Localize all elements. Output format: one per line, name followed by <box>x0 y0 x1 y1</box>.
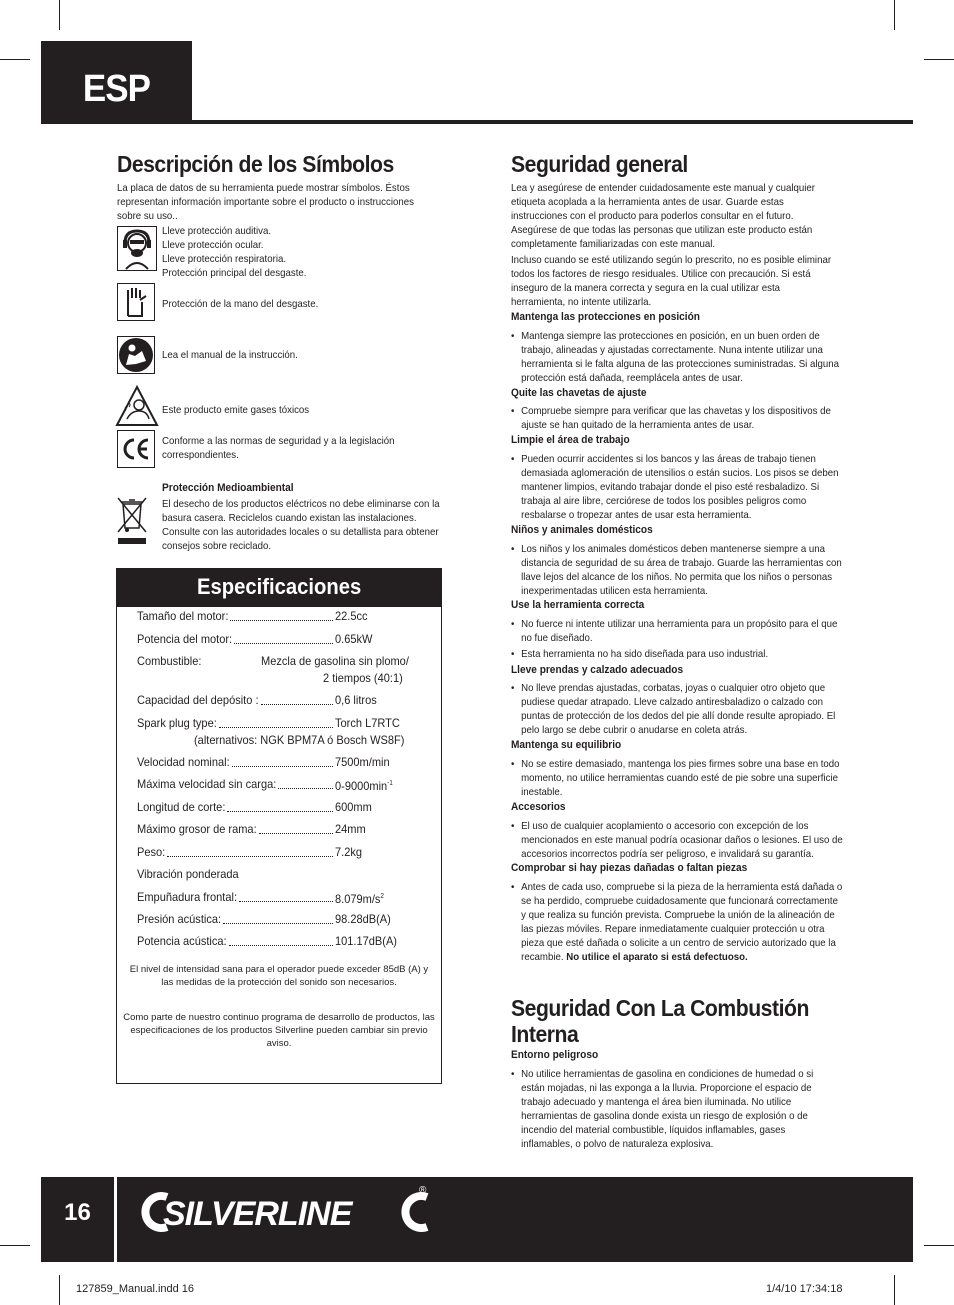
env-title: Protección Medioambiental <box>162 482 294 494</box>
header-rule <box>41 120 913 124</box>
noise-note: El nivel de intensidad sana para el operador puede exceder 85dB (A) y las medidas de la protección del sonido son necesarios. <box>129 964 429 988</box>
ppe-icon <box>117 226 157 271</box>
ce-line: Conforme a las normas de seguridad y a la legislación <box>162 435 395 447</box>
crop-mark <box>0 1245 30 1246</box>
spec-label: Velocidad nominal: <box>137 755 230 769</box>
crop-mark <box>894 0 895 30</box>
spec-value-text: 98.28dB(A) <box>335 912 391 926</box>
toxic-text: Este producto emite gases tóxicos <box>162 404 310 416</box>
ppe-line: Lleve protección respiratoria. <box>162 253 287 265</box>
dot-leader <box>229 933 333 946</box>
spec-value-superscript: 2 <box>380 893 385 900</box>
glove-text: Protección de la mano del desgaste. <box>162 298 319 310</box>
read-manual-icon <box>117 336 155 374</box>
keys-heading: Quite las chavetas de ajuste <box>511 387 647 399</box>
correct-tool-heading: Use la herramienta correcta <box>511 599 645 611</box>
ppe-text <box>162 224 401 280</box>
clothing-heading: Lleve prendas y calzado adecuados <box>511 664 684 676</box>
specifications-title: Especificaciones <box>197 574 362 599</box>
general-p2: Incluso cuando se esté utilizando según lo prescrito, no es posible eliminar todos los factores de riesgo residuales. Utilice con precaución. Si está inseguro de la manera correcta y segura en la cual utilizar esta herramienta, no intente utilizarla. <box>511 254 832 308</box>
spec-value-text: 24mm <box>335 822 366 836</box>
spec-value-text: Mezcla de gasolina sin plomo/ <box>261 654 409 668</box>
spec-label: Empuñadura frontal: <box>137 890 238 904</box>
spec-value-text: Torch L7RTC <box>335 716 400 730</box>
language-tab <box>41 41 192 122</box>
footer-bar <box>41 1177 913 1262</box>
guards-bullet: • Mantenga siempre las protecciones en posición, en un buen orden de trabajo, alineadas y ajustadas correctamente. Nuna intente utilizar una herramienta si le falta alguna de las protecciones suministradas. Si alguna protección está dañada, reemplácela antes de usar. <box>511 329 845 385</box>
spec-value-text: 0-9000min <box>335 779 388 793</box>
balance-bullet: • No se estire demasiado, mantenga los pies firmes sobre una base en todo momento, no utilice herramientas cuando esté de pie sobre una superficie inestable. <box>511 757 845 799</box>
symbols-title: Descripción de los Símbolos <box>117 151 394 177</box>
balance-heading: Mantenga su equilibrio <box>511 739 622 751</box>
page-number: 16 <box>64 1199 91 1226</box>
spec-label: Máximo grosor de rama: <box>137 822 257 836</box>
crop-mark <box>0 59 30 60</box>
accessories-heading: Accesorios <box>511 801 566 813</box>
spec-value <box>335 631 372 647</box>
crop-mark <box>59 1275 60 1305</box>
spec-value <box>335 799 372 815</box>
spec-value-text: 7500m/min <box>335 755 390 769</box>
dot-leader <box>239 889 333 902</box>
spec-value <box>335 889 384 907</box>
spec-label: Potencia del motor: <box>137 632 233 646</box>
glove-icon <box>117 283 155 321</box>
crop-mark <box>894 1275 895 1305</box>
spec-label: Spark plug type: <box>137 716 217 730</box>
spec-value-text: 0.65kW <box>335 632 373 646</box>
spec-label: Máxima velocidad sin carga: <box>137 777 277 791</box>
language-label: ESP <box>82 68 151 110</box>
ppe-line: Protección principal del desgaste. <box>162 267 307 279</box>
crop-mark <box>59 0 60 30</box>
industrial-bullet: • Esta herramienta no ha sido diseñada para uso industrial. <box>511 647 845 661</box>
dot-leader <box>259 821 333 834</box>
dot-leader <box>261 692 333 705</box>
dot-leader <box>219 715 333 728</box>
spec-label: Tamaño del motor: <box>137 609 229 623</box>
hazard-bullet: • No utilice herramientas de gasolina en condiciones de humedad o si están mojadas, ni las exponga a la lluvia. Proporcione el espacio de trabajo adecuado y mantenga el área bien iluminada. No utilice herramientas de gasolina donde exista un riesgo de explosión o de incendio del material combustible, líquidos inflamables, gases inflamables, o polvo de naturaleza explosiva. <box>511 1067 820 1151</box>
spec-value <box>335 933 397 949</box>
spec-label: Potencia acústica: <box>137 934 227 948</box>
spec-label: Vibración ponderada <box>137 867 239 881</box>
dot-leader <box>278 776 333 789</box>
defective-warning: No utilice el aparato si está defectuoso. <box>566 951 748 963</box>
footer-separator <box>114 1177 117 1262</box>
toxic-gas-icon <box>115 385 159 429</box>
spec-label: Capacidad del depósito : <box>137 693 259 707</box>
correct-tool-bullet: • No fuerce ni intente utilizar una herramienta para un propósito para el que no fue diseñado. <box>511 617 845 645</box>
spec-value-text: 8.079m/s <box>335 892 381 906</box>
spec-value-text: 101.17dB(A) <box>335 934 397 948</box>
spec-value-text: 600mm <box>335 800 372 814</box>
damaged-parts-bullet <box>511 880 845 964</box>
spec-value <box>335 821 366 837</box>
children-bullet: • Los niños y los animales domésticos deben mantenerse siempre a una distancia de seguridad de su área de trabajo. Guarde las herramientas con llave lejos del alcance de los niños. No permita que los niños o personas inexperimentadas utilicen esta herramienta. <box>511 542 845 598</box>
combustion-title-line: Interna <box>511 1021 579 1047</box>
symbols-intro: La placa de datos de su herramienta puede mostrar símbolos. Éstos representan información importante sobre el producto o instrucciones sobre su uso.. <box>117 182 414 222</box>
combustion-title-line: Seguridad Con La Combustión <box>511 995 809 1021</box>
silverline-logo <box>133 1189 433 1235</box>
guards-heading: Mantenga las protecciones en posición <box>511 311 700 323</box>
spec-value-superscript: -1 <box>387 780 393 787</box>
clothing-bullet: • No lleve prendas ajustadas, corbatas, joyas o cualquier otro objeto que pudiese quedar atrapado. Lleve calzado antiresbaladizo o calzado con puntas de protección de los dedos del pie allí donde resulte apropiado. El pelo largo se debe cubrir o anudarse en coleta atrás. <box>511 681 845 737</box>
weee-bin-icon <box>115 494 149 546</box>
spec-label: Longitud de corte: <box>137 800 226 814</box>
spec-value <box>335 608 368 624</box>
spec-value <box>335 844 362 860</box>
children-heading: Niños y animales domésticos <box>511 524 653 536</box>
spec-value <box>335 754 390 770</box>
general-safety-title: Seguridad general <box>511 151 688 177</box>
spec-value-text: 7.2kg <box>335 845 363 859</box>
ce-text <box>162 434 401 462</box>
spec-value <box>335 776 393 794</box>
spec-label: Peso: <box>137 845 166 859</box>
dot-leader <box>227 799 333 812</box>
dot-leader <box>234 631 333 644</box>
spec-value-text: 22.5cc <box>335 609 368 623</box>
general-p1: Lea y asegúrese de entender cuidadosamente este manual y cualquier etiqueta acoplada a la herramienta antes de usar. Guarde estas instrucciones con el producto para poderlos consultar en el futuro. Asegúrese de que todas las personas que utilizan este producto están completamente familiarizadas con este manual. <box>511 182 815 250</box>
registered-mark: ® <box>419 1185 427 1196</box>
manual-text: Lea el manual de la instrucción. <box>162 349 298 361</box>
ppe-line: Lleve protección auditiva. <box>162 225 272 237</box>
spec-value-continued: 2 tiempos (40:1) <box>323 671 403 685</box>
spec-value-text: 0,6 litros <box>335 693 377 707</box>
spec-label: Combustible: <box>137 654 202 668</box>
spec-value <box>261 653 409 669</box>
brand-wordmark: SILVERLINE <box>163 1195 352 1233</box>
env-text: El desecho de los productos eléctricos no debe eliminarse con la basura casera. Reciclelos cuando existan las instalaciones. Consulte con las autoridades locales o su detallista para obtener consejos sobre reciclado. <box>162 498 440 552</box>
spec-value <box>335 911 391 927</box>
dot-leader <box>230 608 333 621</box>
file-slug: 127859_Manual.indd 16 <box>76 1283 195 1295</box>
specifications-header <box>117 569 441 607</box>
hazard-heading: Entorno peligroso <box>511 1049 599 1061</box>
dot-leader <box>167 844 333 857</box>
spec-label: Presión acústica: <box>137 912 222 926</box>
date-slug: 1/4/10 17:34:18 <box>766 1283 843 1295</box>
ce-line: correspondientes. <box>162 449 239 461</box>
spec-value-continued: (alternativos: NGK BPM7A ó Bosch WS8F) <box>194 733 405 747</box>
crop-mark <box>924 1245 954 1246</box>
ppe-line: Lleve protección ocular. <box>162 239 264 251</box>
keys-bullet: • Compruebe siempre para verificar que las chavetas y los dispositivos de ajuste se han quitado de la herramienta antes de usar. <box>511 404 845 432</box>
ce-mark-icon <box>117 430 155 468</box>
dot-leader <box>223 911 333 924</box>
work-area-heading: Limpie el área de trabajo <box>511 434 630 446</box>
damaged-parts-text: Antes de cada uso, compruebe si la pieza de la herramienta está dañada o se ha perdido, compruebe cuidadosamente que funcionará correctamente y que realiza su función prevista. Compruebe la unión de la alineación de las piezas móviles. Repare inmediatamente cualquier protección u otra pieza que esté dañada o solicite a un centro de servicio autorizado que la recambie. <box>521 881 843 963</box>
change-note: Como parte de nuestro continuo programa de desarrollo de productos, las especificaciones de los productos Silverline pueden cambiar sin previo aviso. <box>123 1012 435 1049</box>
spec-value <box>335 692 377 708</box>
damaged-parts-heading: Comprobar si hay piezas dañadas o faltan piezas <box>511 862 748 874</box>
crop-mark <box>924 59 954 60</box>
dot-leader <box>232 754 333 767</box>
work-area-bullet: • Pueden ocurrir accidentes si los bancos y las áreas de trabajo tienen demasiada aglomeración de utensilios o están sucios. Los pisos se deben mantener limpios, evitando trabajar donde el piso esté resbaladizo. Si trabaja al aire libre, cerciórese de todos los posibles peligros como resbalarse o tropezar antes de usar esta herramienta. <box>511 452 845 522</box>
combustion-title <box>511 995 809 1047</box>
spec-value <box>335 715 400 731</box>
accessories-bullet: • El uso de cualquier acoplamiento o accesorio con excepción de los mencionados en este manual podría ocasionar daños o lesiones. El uso de accesorios incorrectos podría ser peligroso, e invalidará su garantía. <box>511 819 845 861</box>
